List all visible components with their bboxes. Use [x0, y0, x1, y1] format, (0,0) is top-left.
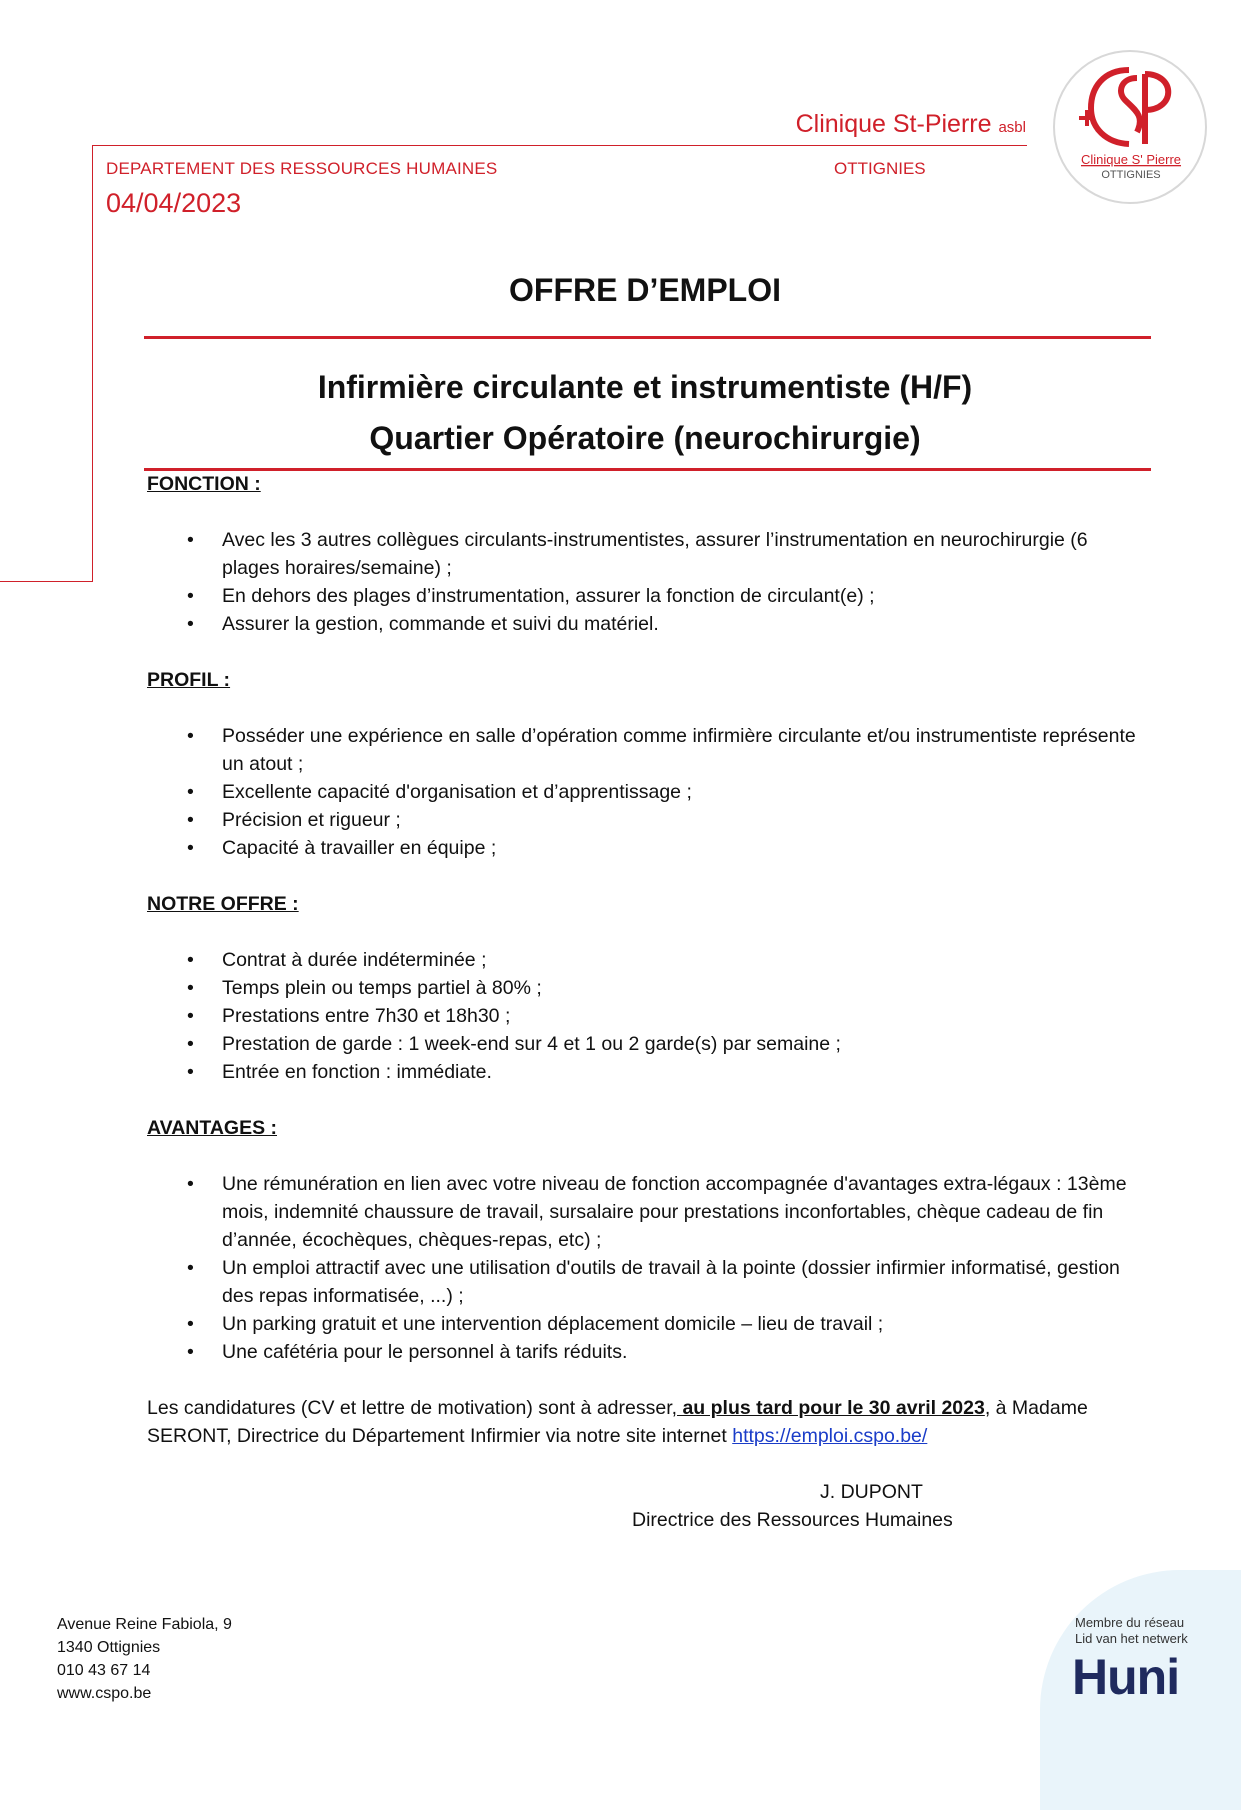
avantages-list: [147, 1170, 1147, 1366]
network-label-line2: Lid van het netwerk: [1075, 1631, 1188, 1646]
list-item: • Une cafétéria pour le personnel à tarifs réduits.: [147, 1338, 1147, 1366]
section-heading-fonction: FONCTION :: [147, 473, 261, 495]
network-label: [1075, 1615, 1188, 1647]
address-phone: 010 43 67 14: [57, 1662, 151, 1679]
town-name: OTTIGNIES: [834, 159, 926, 178]
bullet-icon: •: [187, 949, 194, 971]
clinic-name-text: Clinique St-Pierre: [795, 110, 992, 138]
footer-address: [57, 1613, 232, 1705]
header-frame-bottom-line: [0, 581, 93, 582]
list-item: • Contrat à durée indéterminée ;: [147, 946, 1147, 974]
network-label-line1: Membre du réseau: [1075, 1615, 1185, 1630]
address-web: www.cspo.be: [57, 1685, 152, 1702]
header-frame-top-line: [92, 145, 1027, 146]
list-item: • Assurer la gestion, commande et suivi du matériel.: [147, 610, 1147, 638]
bullet-icon: •: [187, 1061, 194, 1083]
job-title-line2: Quartier Opératoire (neurochirurgie): [369, 420, 921, 456]
list-item: • Prestations entre 7h30 et 18h30 ;: [147, 1002, 1147, 1030]
application-text-before: Les candidatures (CV et lettre de motivation) sont à adresser,: [147, 1397, 678, 1419]
application-url-link[interactable]: https://emploi.cspo.be/: [732, 1425, 928, 1447]
list-item: • Un emploi attractif avec une utilisation d'outils de travail à la pointe (dossier infirmier informatisé, gestion des repas informatisée, ...) ;: [147, 1254, 1147, 1310]
bullet-icon: •: [187, 809, 194, 831]
signature-title: Directrice des Ressources Humaines: [632, 1509, 953, 1531]
section-heading-avantages: AVANTAGES :: [147, 1117, 277, 1139]
job-title: [0, 362, 1241, 464]
profil-list: [147, 722, 1147, 862]
clinic-name-suffix: asbl: [998, 119, 1026, 136]
list-item: • En dehors des plages d’instrumentation, assurer la fonction de circulant(e) ;: [147, 582, 1147, 610]
title-divider-top: [144, 336, 1151, 339]
list-item: • Entrée en fonction : immédiate.: [147, 1058, 1147, 1086]
document-date: 04/04/2023: [106, 188, 242, 218]
offre-list: [147, 946, 1147, 1086]
clinic-name: [796, 110, 1026, 139]
application-deadline: au plus tard pour le 30 avril 2023: [677, 1397, 985, 1419]
logo-text-line2: OTTIGNIES: [1101, 169, 1161, 181]
list-item: • Posséder une expérience en salle d’opération comme infirmière circulante et/ou instrumentiste représente un atout ;: [147, 722, 1147, 778]
bullet-icon: •: [187, 1033, 194, 1055]
list-item: • Avec les 3 autres collègues circulants-instrumentistes, assurer l’instrumentation en neurochirurgie (6 plages horaires/semaine) ;: [147, 526, 1147, 582]
clinic-logo: [1051, 48, 1209, 206]
list-item: • Précision et rigueur ;: [147, 806, 1147, 834]
logo-text-line1: Clinique S' Pierre: [1080, 152, 1182, 167]
huni-logo: Huni: [1072, 1649, 1180, 1705]
list-item: • Une rémunération en lien avec votre niveau de fonction accompagnée d'avantages extra-légaux : 13ème mois, indemnité chaussure de travail, sursalaire pour prestations inconfortables, chèque cadeau de fin d’année, écochèques, chèques-repas, etc) ;: [147, 1170, 1147, 1254]
bullet-icon: •: [187, 585, 194, 607]
list-item: • Capacité à travailler en équipe ;: [147, 834, 1147, 862]
department-name: DEPARTEMENT DES RESSOURCES HUMAINES: [106, 159, 498, 178]
bullet-icon: •: [187, 613, 194, 635]
application-text-after: , à Madame SERONT, Directrice du Département Infirmier via notre site internet: [147, 1397, 1088, 1447]
bullet-icon: •: [187, 781, 194, 803]
list-item: • Prestation de garde : 1 week-end sur 4 et 1 ou 2 garde(s) par semaine ;: [147, 1030, 1147, 1058]
application-paragraph: [147, 1394, 1147, 1450]
list-item: • Temps plein ou temps partiel à 80% ;: [147, 974, 1147, 1002]
job-offer-content: [147, 470, 1147, 1450]
bullet-icon: •: [187, 725, 194, 747]
section-heading-offre: NOTRE OFFRE :: [147, 893, 299, 915]
job-title-line1: Infirmière circulante et instrumentiste (H/F): [317, 369, 973, 405]
bullet-icon: •: [187, 1313, 194, 1335]
bullet-icon: •: [187, 1341, 194, 1363]
page-title: OFFRE D’EMPLOI: [509, 272, 781, 308]
address-street: Avenue Reine Fabiola, 9: [57, 1616, 232, 1633]
signature-name: J. DUPONT: [820, 1481, 923, 1503]
list-item: • Excellente capacité d'organisation et d’apprentissage ;: [147, 778, 1147, 806]
bullet-icon: •: [187, 1173, 194, 1195]
address-city: 1340 Ottignies: [57, 1639, 161, 1656]
fonction-list: [147, 526, 1147, 638]
bullet-icon: •: [187, 977, 194, 999]
bullet-icon: •: [187, 1257, 194, 1279]
bullet-icon: •: [187, 529, 194, 551]
bullet-icon: •: [187, 837, 194, 859]
section-heading-profil: PROFIL :: [147, 669, 231, 691]
bullet-icon: •: [187, 1005, 194, 1027]
list-item: • Un parking gratuit et une intervention déplacement domicile – lieu de travail ;: [147, 1310, 1147, 1338]
